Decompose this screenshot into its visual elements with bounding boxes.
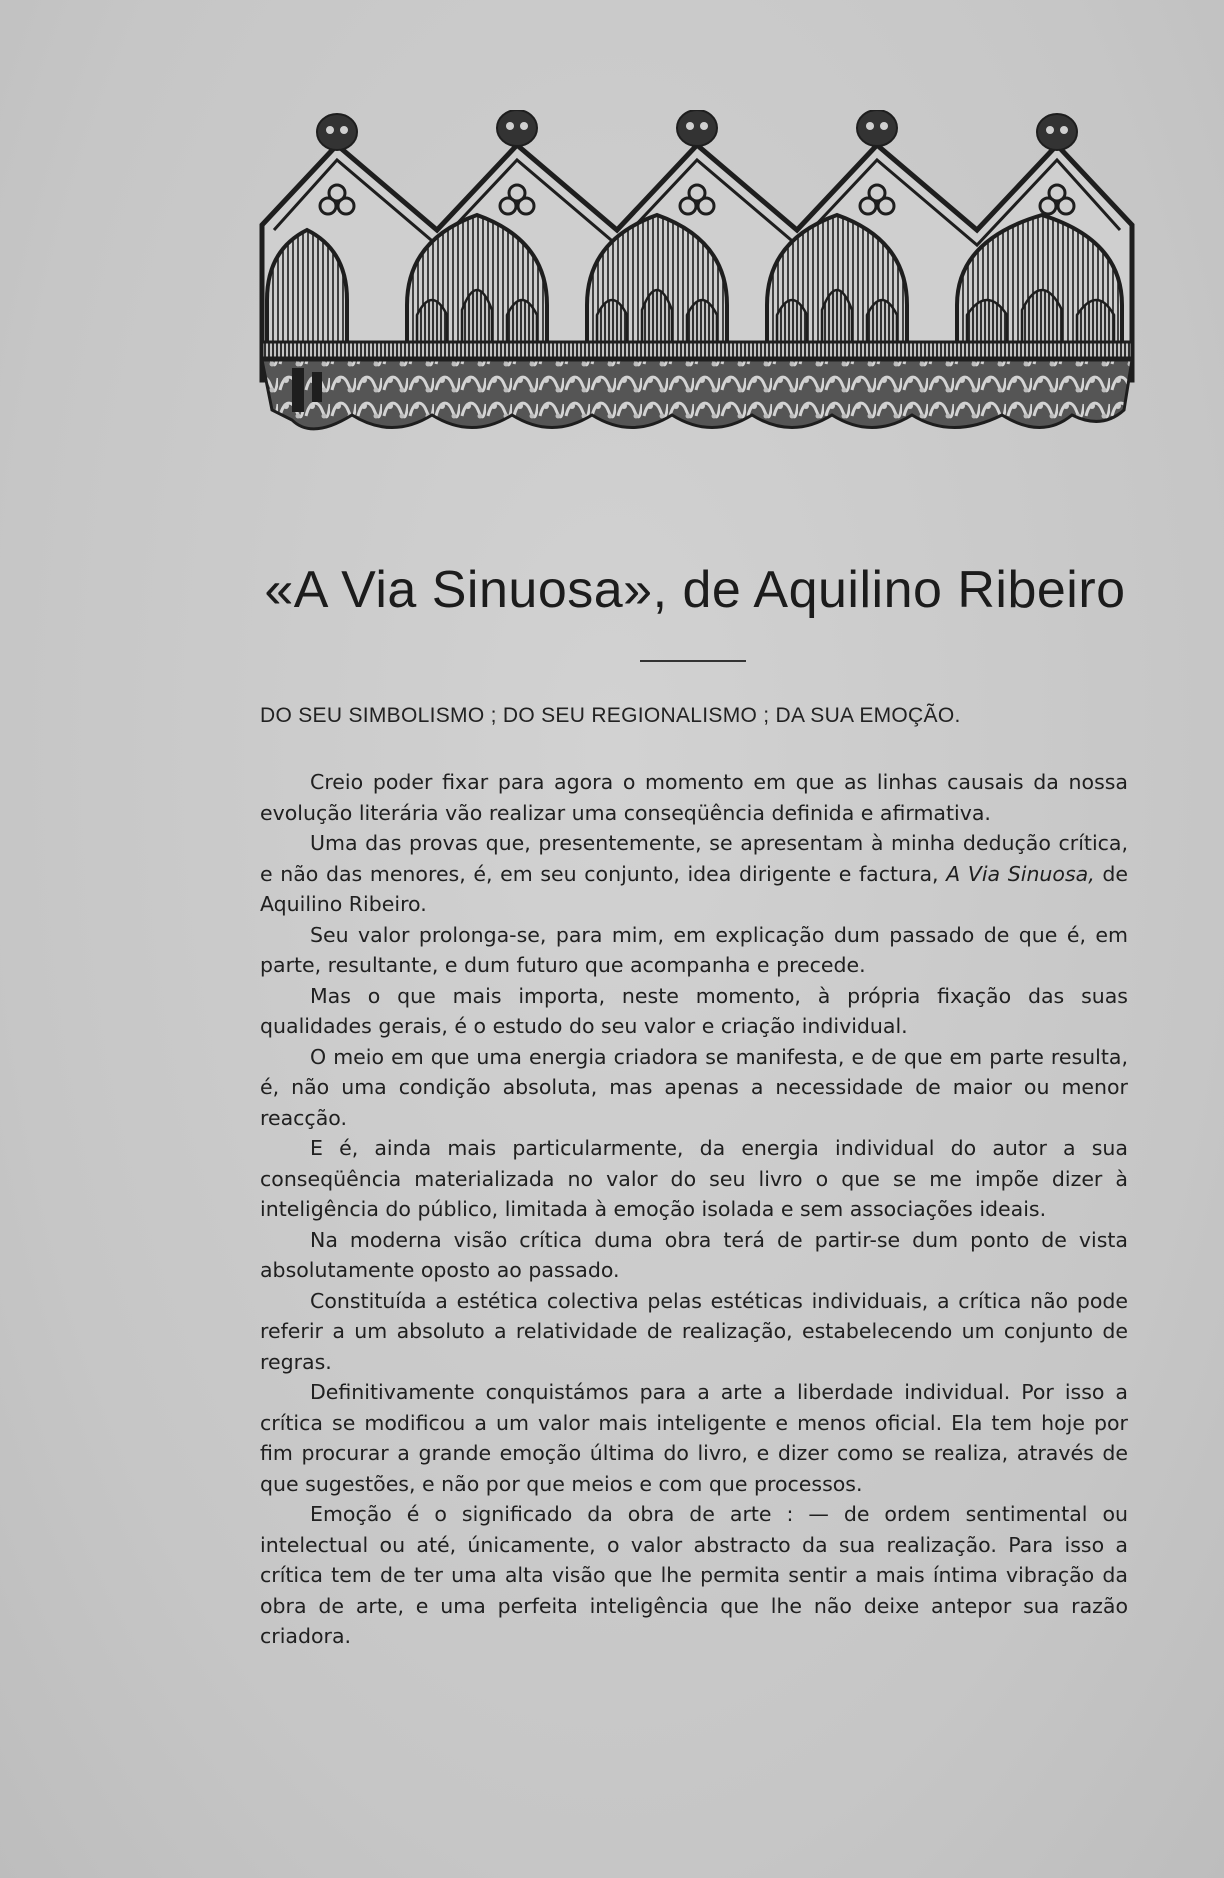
paragraph: Mas o que mais importa, neste momento, à própria fixação das suas qualidades gerais, é o estudo do seu valor e criação individual. xyxy=(260,983,1128,1038)
paragraph: Definitivamente conquistámos para a arte a liberdade individual. Por isso a crítica se modificou a um valor mais inteligente e menos oficial. Ela tem hoje por fim procurar a grande emoção última do livro, e dizer como se realiza, através de que sugestões, e não por que meios e com que processos. xyxy=(260,1380,1128,1496)
paragraph-text: Uma das provas que, presentemente, se apresentam à minha dedução crítica, e não das menores, é, em seu conjunto, idea dirigente e factura, xyxy=(260,831,1128,886)
paragraph-text: de Aquilino Ribeiro. xyxy=(260,861,1128,916)
book-title: A Via Sinuosa, xyxy=(946,861,1095,886)
paragraph: O meio em que uma energia criadora se manifesta, e de que em parte resulta, é, não uma condição absoluta, mas apenas a necessidade de maior ou menor reacção. xyxy=(260,1044,1128,1130)
paragraph: Creio poder fixar para agora o momento em que as linhas causais da nossa evolução literária vão realizar uma conseqüência definida e afirmativa. xyxy=(260,770,1128,825)
gothic-crown-ornament-icon xyxy=(252,110,1142,490)
paragraph: Seu valor prolonga-se, para mim, em explicação dum passado de que é, em parte, resultante, e dum futuro que acompanha e precede. xyxy=(260,922,1128,977)
article-body xyxy=(260,767,1128,1652)
article-title: «A Via Sinuosa», de Aquilino Ribeiro xyxy=(264,561,1126,619)
paragraph: Constituída a estética colectiva pelas estéticas individuais, a crítica não pode referir a um absoluto a relatividade de realização, estabelecendo um conjunto de regras. xyxy=(260,1288,1128,1374)
article-subtitle: DO SEU SIMBOLISMO ; DO SEU REGIONALISMO ; DA SUA EMOÇÃO. xyxy=(260,704,961,727)
title-divider xyxy=(640,660,746,662)
paragraph: Na moderna visão crítica duma obra terá de partir-se dum ponto de vista absolutamente oposto ao passado. xyxy=(260,1227,1128,1282)
paragraph xyxy=(260,828,1128,920)
paragraph: Emoção é o significado da obra de arte : — de ordem sentimental ou intelectual ou até, únicamente, o valor abstracto da sua realização. Para isso a crítica tem de ter uma alta visão que lhe permita sentir a mais íntima vibração da obra de arte, e uma perfeita inteligência que lhe não deixe antepor sua razão criadora. xyxy=(260,1502,1128,1648)
paragraph: E é, ainda mais particularmente, da energia individual do autor a sua conseqüência materializada no valor do seu livro o que se me impõe dizer à inteligência do público, limitada à emoção isolada e sem associações ideais. xyxy=(260,1136,1128,1221)
